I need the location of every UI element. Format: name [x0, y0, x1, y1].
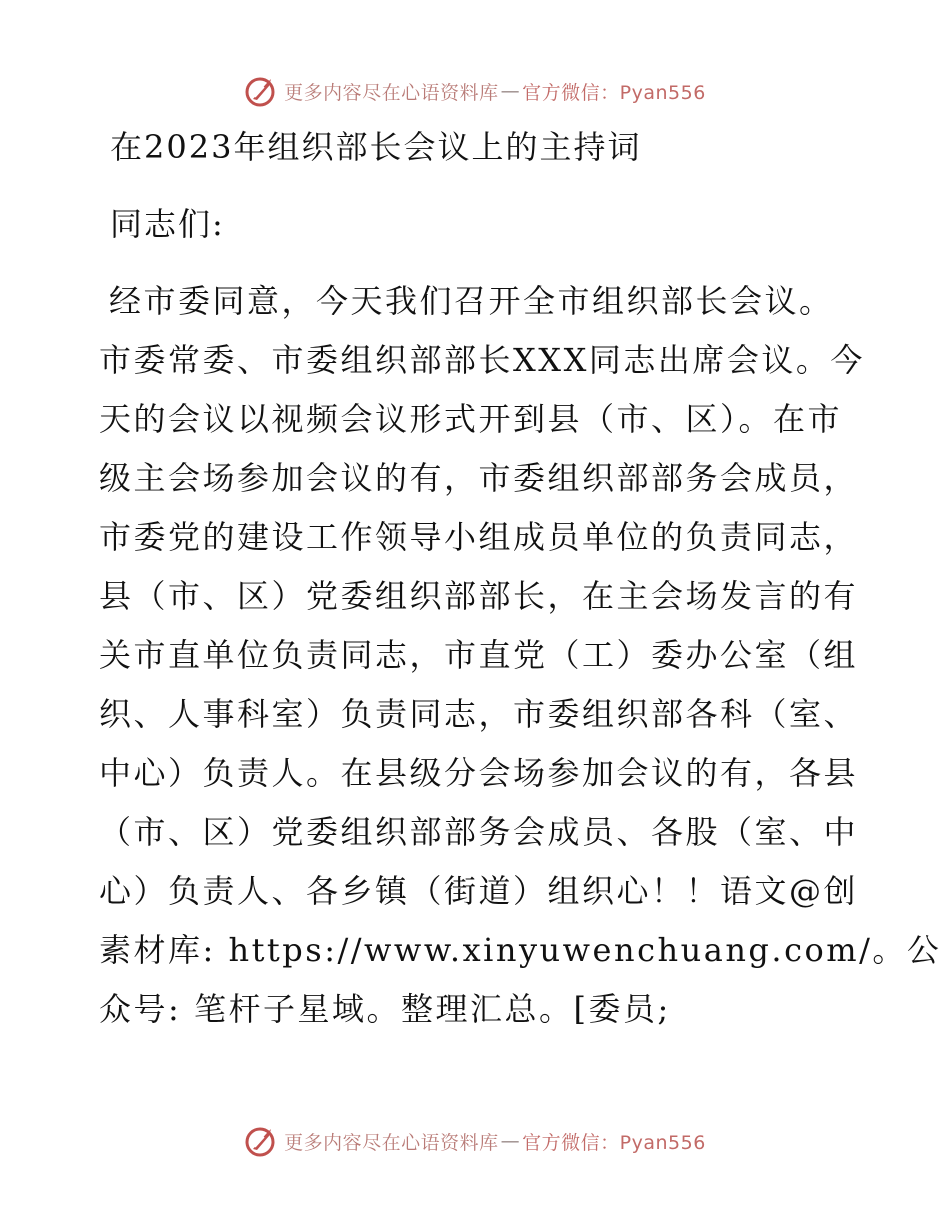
quill-logo-icon [244, 74, 278, 108]
footer-watermark [0, 1121, 950, 1161]
body-line: 织、人事科室）负责同志，市委组织部各科（室、 [99, 695, 859, 733]
body-line: 天的会议以视频会议形式开到县（市、区）。在市 [99, 400, 843, 438]
body-line: 市委常委、市委组织部部长XXX同志出席会议。今 [99, 341, 865, 379]
watermark-separator: — [500, 80, 521, 102]
body-line: 中心）负责人。在县级分会场参加会议的有，各县 [99, 754, 859, 792]
document-title: 在2023年组织部长会议上的主持词 [110, 128, 642, 166]
body-line: 关市直单位负责同志，市直党（工）委办公室（组 [99, 636, 859, 674]
salutation: 同志们: [110, 205, 225, 243]
body-line: 众号: 笔杆子星域。整理汇总。[委员; [99, 990, 671, 1028]
watermark-text: 更多内容尽在心语资料库 [284, 81, 499, 104]
body-line: 级主会场参加会议的有，市委组织部部务会成员， [99, 459, 859, 497]
body-line: （市、区）党委组织部部务会成员、各股（室、中 [99, 813, 859, 851]
watermark-separator: — [500, 1130, 521, 1152]
quill-logo-icon [244, 1124, 278, 1158]
header-watermark [0, 71, 950, 111]
watermark-account: 官方微信：Pyan556 [522, 81, 706, 104]
watermark-account: 官方微信：Pyan556 [522, 1131, 706, 1154]
body-line: 经市委同意，今天我们召开全市组织部长会议。 [109, 282, 834, 320]
body-line: 县（市、区）党委组织部部长，在主会场发言的有 [99, 577, 859, 615]
body-paragraph [99, 272, 942, 1039]
body-line: 素材库: https://www.xinyuwenchuang.com/。公 [99, 931, 942, 969]
body-line: 心）负责人、各乡镇（街道）组织心！！语文@创 [99, 872, 859, 910]
body-line: 市委党的建设工作领导小组成员单位的负责同志， [99, 518, 859, 556]
watermark-text: 更多内容尽在心语资料库 [284, 1131, 499, 1154]
